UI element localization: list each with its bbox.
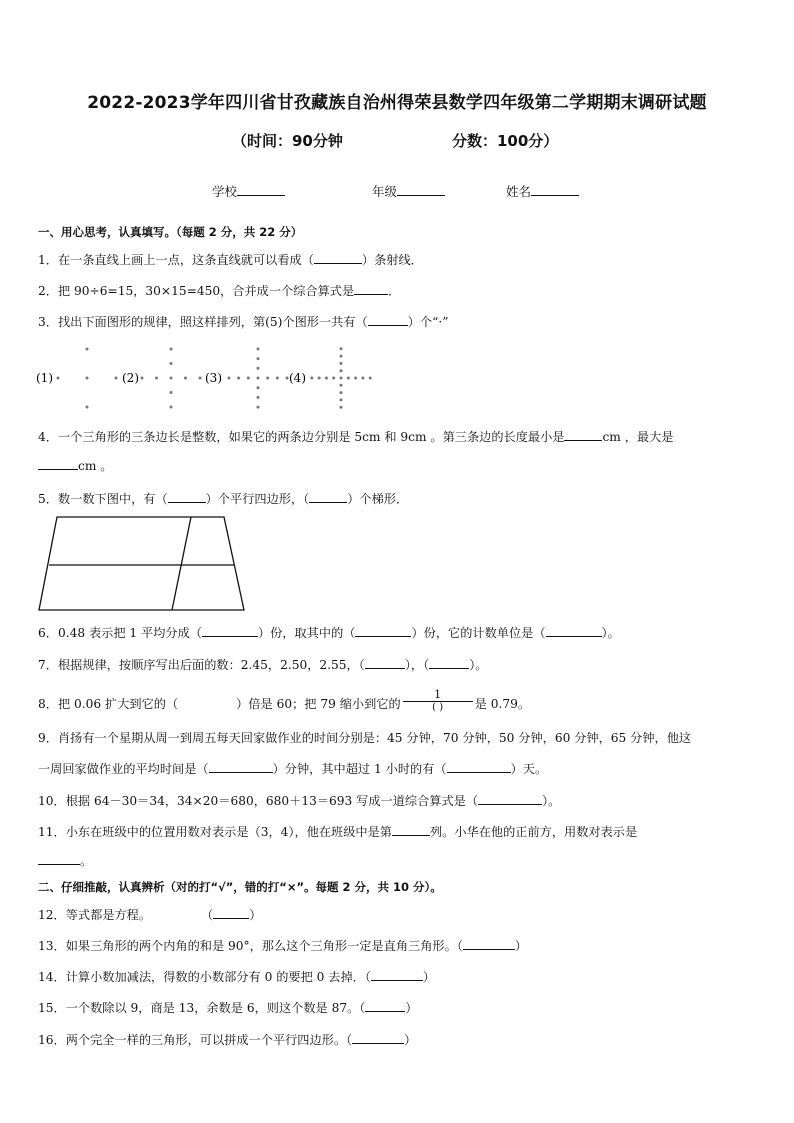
figure-label-3: (3) [205, 371, 222, 385]
pattern-dot [170, 391, 173, 394]
outer-trapezoid [39, 517, 244, 610]
answer-blank[interactable] [371, 969, 423, 981]
pattern-dot [237, 377, 240, 380]
pattern-dot [266, 377, 269, 380]
pattern-dot [318, 377, 321, 380]
figure-label-4: (4) [289, 371, 306, 385]
answer-blank[interactable] [463, 938, 515, 950]
pattern-dot [310, 377, 313, 380]
pattern-dot [340, 391, 343, 394]
pattern-dot [340, 369, 343, 372]
pattern-dot [247, 377, 250, 380]
pattern-dot [86, 348, 89, 351]
answer-blank[interactable] [429, 657, 469, 669]
section-1-heading: 一、用心思考，认真填写。（每题 2 分，共 22 分） [38, 225, 303, 239]
fraction: $\frac{1}{( )}$ [403, 688, 473, 713]
answer-blank-max[interactable] [38, 458, 78, 470]
answer-blank[interactable] [309, 491, 347, 503]
question-10: 10．根据 64－30＝34，34×20＝680，680＋13＝693 写成一道综合算式是（ ）。 [38, 794, 561, 808]
exam-title: 2022-2023学年四川省甘孜藏族自治州得荣县数学四年级第二学期期末调研试题 [87, 93, 707, 113]
answer-blank[interactable] [368, 314, 408, 326]
question-5: 5．数一数下图中，有（ ）个平行四边形，（ ）个梯形． [38, 492, 409, 506]
answer-blank[interactable] [168, 491, 206, 503]
pattern-dot [86, 377, 89, 380]
pattern-dot [340, 384, 343, 387]
grade-label: 年级 [372, 184, 398, 199]
name-blank[interactable] [531, 183, 579, 196]
answer-blank[interactable] [355, 625, 411, 637]
pattern-dot [257, 367, 260, 370]
answer-blank[interactable] [546, 625, 602, 637]
pattern-dot [340, 377, 343, 380]
pattern-dot [184, 377, 187, 380]
answer-blank[interactable] [202, 625, 258, 637]
pattern-dot [86, 406, 89, 409]
pattern-dot [332, 377, 335, 380]
pattern-dot [354, 377, 357, 380]
pattern-dot [155, 377, 158, 380]
pattern-dot [286, 377, 289, 380]
pattern-dot [340, 362, 343, 365]
pattern-dot [257, 357, 260, 360]
question-3: 3．找出下面图形的规律，照这样排列，第(5)个图形一共有（ ）个“·” [38, 315, 449, 329]
pattern-dot [170, 362, 173, 365]
question-9-cont: 一周回家做作业的平均时间是（ ）分钟，其中超过 1 小时的有（ ）天。 [38, 762, 548, 776]
question-16: 16．两个完全一样的三角形，可以拼成一个平行四边形。（ ） [38, 1033, 417, 1047]
name-field [506, 182, 579, 200]
answer-blank-min[interactable] [564, 429, 602, 441]
school-field [212, 182, 285, 200]
question-4-cont: cm 。 [38, 457, 112, 474]
answer-blank-pair[interactable] [38, 853, 80, 865]
time-limit: （时间：90分钟 [232, 132, 343, 150]
pattern-dot [57, 377, 60, 380]
answer-blank[interactable] [314, 252, 362, 264]
pattern-dot [115, 377, 118, 380]
pattern-dot [141, 377, 144, 380]
question-7: 7．根据规律，按顺序写出后面的数：2.45，2.50，2.55，（ ），（ ）。 [38, 658, 488, 672]
question-9: 9．肖扬有一个星期从周一到周五每天回家做作业的时间分别是：45 分钟，70 分钟，50 分钟，60 分钟，65 分钟，他这 [38, 731, 692, 745]
pattern-dot [170, 377, 173, 380]
name-label: 姓名 [506, 184, 532, 199]
question-15: 15．一个数除以 9，商是 13，余数是 6，则这个数是 87。（ ） [38, 1001, 418, 1015]
answer-blank[interactable] [447, 761, 511, 773]
pattern-dot [257, 347, 260, 350]
pattern-dot [257, 406, 260, 409]
pattern-dot [340, 347, 343, 350]
pattern-dot [361, 377, 364, 380]
pattern-dot [227, 377, 230, 380]
answer-blank[interactable] [365, 657, 405, 669]
pattern-dot [340, 355, 343, 358]
answer-blank-column[interactable] [392, 824, 430, 836]
question-13: 13．如果三角形的两个内角的和是 90°，那么这个三角形一定是直角三角形。（ ） [38, 939, 528, 953]
question-1: 1．在一条直线上画上一点，这条直线就可以看成（ ）条射线． [38, 253, 423, 267]
question-12: 12．等式都是方程。 （ ） [38, 908, 262, 922]
question-11: 11．小东在班级中的位置用数对表示是（3，4），他在班级中是第 列。小华在他的正前方，用数对表示是 [38, 825, 638, 839]
pattern-dot [170, 406, 173, 409]
section-2-heading: 二、仔细推敲，认真辨析（对的打“√”，错的打“×”。每题 2 分，共 10 分）。 [38, 880, 442, 894]
pattern-dot [340, 398, 343, 401]
school-blank[interactable] [237, 183, 285, 196]
pattern-dot [347, 377, 350, 380]
school-label: 学校 [212, 184, 238, 199]
grade-blank[interactable] [397, 183, 445, 196]
answer-blank[interactable] [213, 907, 249, 919]
answer-blank[interactable] [365, 1000, 405, 1012]
dot-pattern-figure [30, 340, 380, 415]
answer-blank[interactable] [478, 793, 542, 805]
answer-blank[interactable] [352, 1032, 404, 1044]
total-score: 分数：100分） [452, 132, 559, 150]
pattern-dot [369, 377, 372, 380]
pattern-dot [199, 377, 202, 380]
answer-blank[interactable] [209, 761, 273, 773]
question-8: 8．把 0.06 扩大到它的（ ）倍是 60；把 79 缩小到它的 $\frac{1}{( )}$ 是 0.79。 [38, 688, 531, 713]
question-11-cont: 。 [38, 852, 92, 869]
question-2: 2．把 90÷6=15，30×15=450，合并成一个综合算式是 ． [38, 284, 401, 298]
pattern-dot [325, 377, 328, 380]
figure-label-1: (1) [36, 371, 53, 385]
slanted-line [172, 517, 191, 610]
question-14: 14．计算小数加减法，得数的小数部分有 0 的要把 0 去掉．（ ） [38, 970, 436, 984]
pattern-dot [340, 406, 343, 409]
question-4: 4．一个三角形的三条边长是整数，如果它的两条边分别是 5cm 和 9cm 。第三条边的长度最小是 cm ，最大是 [38, 430, 674, 444]
grade-field [372, 182, 445, 200]
pattern-dot [276, 377, 279, 380]
question-6: 6．0.48 表示把 1 平均分成（ ）份，取其中的（ ）份，它的计数单位是（ ）。 [38, 626, 620, 640]
answer-blank[interactable] [354, 283, 388, 295]
figure-label-2: (2) [122, 371, 139, 385]
pattern-dot [170, 348, 173, 351]
pattern-dot [257, 377, 260, 380]
trapezoid-figure [38, 514, 248, 614]
pattern-dot [257, 396, 260, 399]
pattern-dot [257, 386, 260, 389]
